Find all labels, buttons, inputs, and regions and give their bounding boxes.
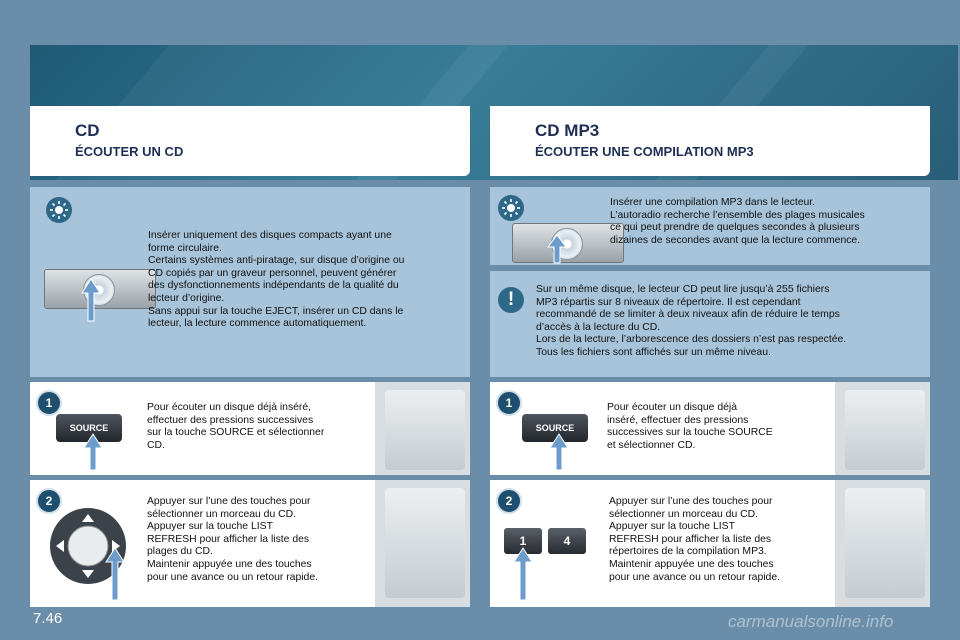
key-4-button: 4 [548,528,586,554]
insert-arrow-icon [546,233,568,265]
warning-line: recommandé de se limiter à deux niveaux afin de réduire le temps [536,309,840,321]
right-info-text [610,197,928,247]
text-line: plages du CD. [147,546,213,558]
source-button: SOURCE [522,414,588,442]
press-arrow-icon [548,432,570,472]
sun-icon [46,197,72,223]
info-line: lecteur d’origine. [148,292,225,304]
left-title: CD [75,121,100,140]
left-info-panel [30,187,470,377]
watermark: carmanualsonline.info [728,612,894,631]
warning-line: Tous les fichiers sont affichés sur un même niveau. [536,346,771,358]
warning-icon: ! [498,287,524,313]
left-step2-text [147,496,369,584]
right-step2-panel [490,480,930,607]
sun-icon [498,195,524,221]
text-line: répertoires de la compilation MP3. [609,546,767,558]
control-panel-photo [375,382,470,475]
text-line: CD. [147,439,165,451]
press-arrow-icon [512,546,534,602]
info-line: Sans appui sur la touche EJECT, insérer un CD dans le [148,305,404,317]
step-number-badge: 1 [36,390,62,416]
right-warning-text [536,284,928,360]
left-step1-text [147,402,369,452]
text-line: REFRESH pour afficher la liste des [609,533,772,545]
text-line: Appuyer sur la touche LIST [609,521,735,533]
info-line: L’autoradio recherche l’ensemble des plages musicales [610,209,865,221]
source-button: SOURCE [56,414,122,442]
text-line: effectuer des pressions successives [147,414,314,426]
right-title: CD MP3 [535,121,600,140]
text-line: successives sur la touche SOURCE [607,427,773,439]
text-line: inséré, effectuer des pressions [607,414,749,426]
press-arrow-icon [104,546,126,602]
info-line: lecteur, la lecture commence automatiquement. [148,318,367,330]
text-line: sélectionner un morceau du CD. [609,508,759,520]
page-number: 7.46 [33,610,63,627]
left-info-text [148,230,468,331]
left-step2-panel [30,480,470,607]
warning-line: MP3 répartis sur 8 niveaux de répertoire. Il est cependant [536,296,801,308]
warning-line: Sur un même disque, le lecteur CD peut lire jusqu’à 255 fichiers [536,284,830,295]
text-line: Appuyer sur la touche LIST [147,521,273,533]
right-warning-panel [490,271,930,377]
text-line: et sélectionner CD. [607,439,696,451]
step-number-badge: 2 [496,488,522,514]
info-line: ce qui peut prendre de quelques secondes à plusieurs [610,222,860,234]
warning-line: d’accès à la lecture du CD. [536,321,661,333]
right-step2-text [609,496,831,584]
control-panel-photo [375,480,470,607]
info-line: Certains systèmes anti-piratage, sur disque d’origine ou [148,255,405,267]
info-line: des dysfonctionnements indépendants de la qualité du [148,280,399,292]
press-arrow-icon [82,432,104,472]
left-title-box [30,106,470,176]
info-line: forme circulaire. [148,242,222,254]
info-line: dizaines de secondes avant que la lecture commence. [610,234,861,246]
right-step1-text [607,402,829,452]
text-line: Maintenir appuyée une des touches [147,558,312,570]
left-step1-panel [30,382,470,475]
text-line: Pour écouter un disque déjà inséré, [147,402,312,413]
text-line: Maintenir appuyée une des touches [609,558,774,570]
control-panel-photo [835,382,930,475]
right-info-panel [490,187,930,265]
right-subtitle: ÉCOUTER UNE COMPILATION MP3 [535,144,754,159]
info-line: Insérer une compilation MP3 dans le lecteur. [610,197,816,208]
cd-player-image [512,223,624,263]
left-subtitle: ÉCOUTER UN CD [75,144,184,159]
step-number-badge: 2 [36,488,62,514]
warning-line: Lors de la lecture, l’arborescence des dossiers n’est pas respectée. [536,334,847,346]
control-panel-photo [835,480,930,607]
text-line: REFRESH pour afficher la liste des [147,533,310,545]
right-title-box [490,106,930,176]
right-step1-panel [490,382,930,475]
text-line: pour une avance ou un retour rapide. [609,571,780,583]
text-line: sélectionner un morceau du CD. [147,508,297,520]
step-number-badge: 1 [496,390,522,416]
key-1-button: 1 [504,528,542,554]
info-line: CD copiés par un graveur personnel, peuvent générer [148,267,397,279]
info-line: Insérer uniquement des disques compacts ayant une [148,230,392,241]
text-line: pour une avance ou un retour rapide. [147,571,318,583]
text-line: Appuyer sur l’une des touches pour [147,496,311,507]
text-line: sur la touche SOURCE et sélectionner [147,427,325,439]
insert-arrow-icon [80,277,102,323]
text-line: Pour écouter un disque déjà [607,402,737,413]
text-line: Appuyer sur l’une des touches pour [609,496,773,507]
